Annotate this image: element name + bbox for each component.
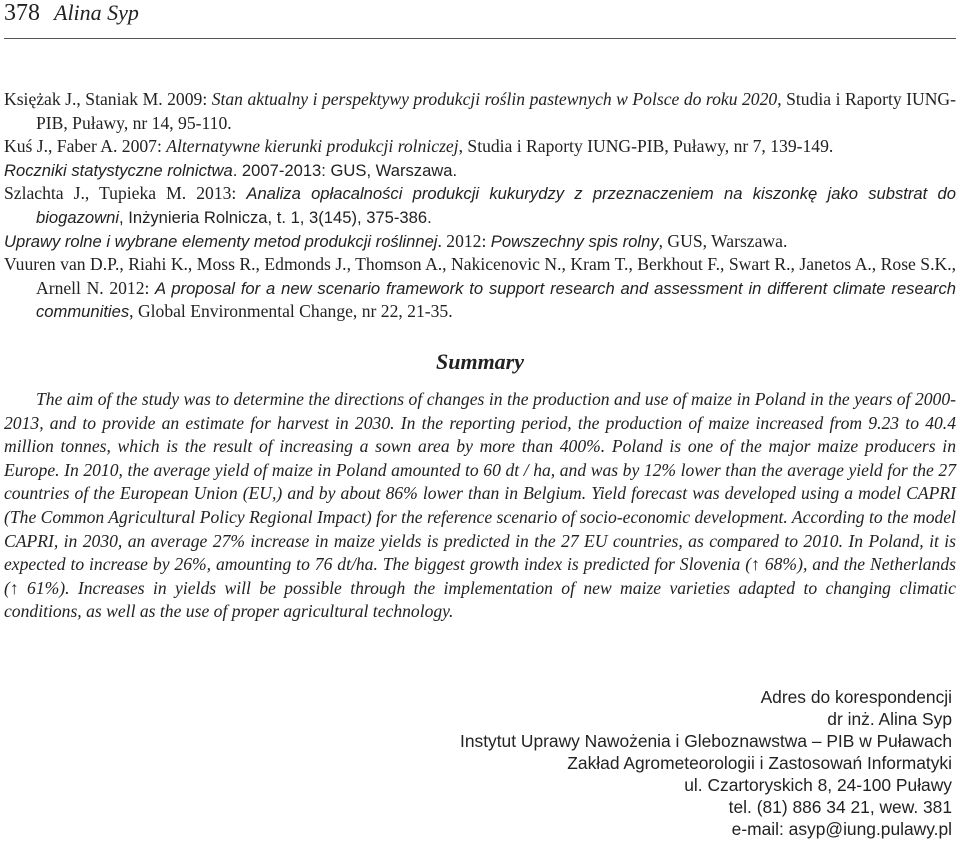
correspondence-address: [460, 686, 952, 840]
address-email: e-mail: asyp@iung.pulawy.pl: [731, 819, 952, 839]
page-number: 378: [4, 0, 40, 26]
reference-list: [4, 88, 956, 324]
summary-text: The aim of the study was to determine the directions of changes in the production and use of maize in Poland in the years of 2000-2013, and to provide an estimate for harvest in 2030. In the reporting period, the production of maize increased from 9.23 to 40.4 million tonnes, which is the result of increasing a sown area by more than 400%. Poland is one of the major maize producers in Europe. In 2010, the average yield of maize in Poland amounted to 60 dt / ha, and was by 12% lower than the average yield for the 27 countries of the European Union (EU,) and by about 86% lower than in Belgium. Yield forecast was developed using a model CAPRI (The Common Agricultural Policy Regional Impact) for the reference scenario of socio-economic development. According to the model CAPRI, in 2030, an average 27% increase in maize yields is predicted in the 27 EU countries, as compared to 2010. In Poland, it is expected to increase by 26%, amounting to 76 dt/ha. The biggest growth index is predicted for Slovenia (↑ 68%), and the Netherlands (↑ 61%). Increases in yields will be possible through the implementation of new maize varieties adapted to changing climatic conditions, as well as the use of proper agricultural technology.: [4, 389, 956, 622]
summary-heading: Summary: [435, 349, 525, 374]
address-phone: tel. (81) 886 34 21, wew. 381: [728, 797, 952, 817]
running-header: [4, 0, 139, 34]
reference-item: Uprawy rolne i wybrane elementy metod produkcji roślinnej. 2012: Powszechny spis rolny, GUS, Warszawa.: [4, 230, 788, 251]
running-author: Alina Syp: [54, 0, 139, 25]
header-rule: [4, 38, 956, 39]
reference-item: Roczniki statystyczne rolnictwa. 2007-2013: GUS, Warszawa.: [4, 160, 458, 180]
address-label: Adres do korespondencji: [760, 687, 952, 707]
address-name: dr inż. Alina Syp: [827, 709, 952, 729]
address-street: ul. Czartoryskich 8, 24-100 Puławy: [684, 775, 952, 795]
address-department: Zakład Agrometeorologii i Zastosowań Informatyki: [567, 753, 952, 773]
reference-item: Szlachta J., Tupieka M. 2013: Analiza opłacalności produkcji kukurydzy z przeznaczeniem na kiszonkę jako substrat do biogazowni, Inżynieria Rolnicza, t. 1, 3(145), 375-386.: [4, 183, 957, 227]
reference-item: Księżak J., Staniak M. 2009: Stan aktualny i perspektywy produkcji roślin pastewnych w Polsce do roku 2020, Studia i Raporty IUNG-PIB, Puławy, nr 14, 95-110.: [4, 89, 956, 133]
reference-item: Kuś J., Faber A. 2007: Alternatywne kierunki produkcji rolniczej, Studia i Raporty IUNG-PIB, Puławy, nr 7, 139-149.: [4, 136, 834, 157]
address-institute: Instytut Uprawy Nawożenia i Gleboznawstwa – PIB w Puławach: [460, 731, 952, 751]
reference-item: Vuuren van D.P., Riahi K., Moss R., Edmonds J., Thomson A., Nakicenovic N., Kram T., Berkhout F., Swart R., Janetos A., Rose S.K., Arnell N. 2012: A proposal for a new scenario framework to support research and assessment in different climate research communities, Global Environmental Change, nr 22, 21-35.: [4, 254, 956, 322]
